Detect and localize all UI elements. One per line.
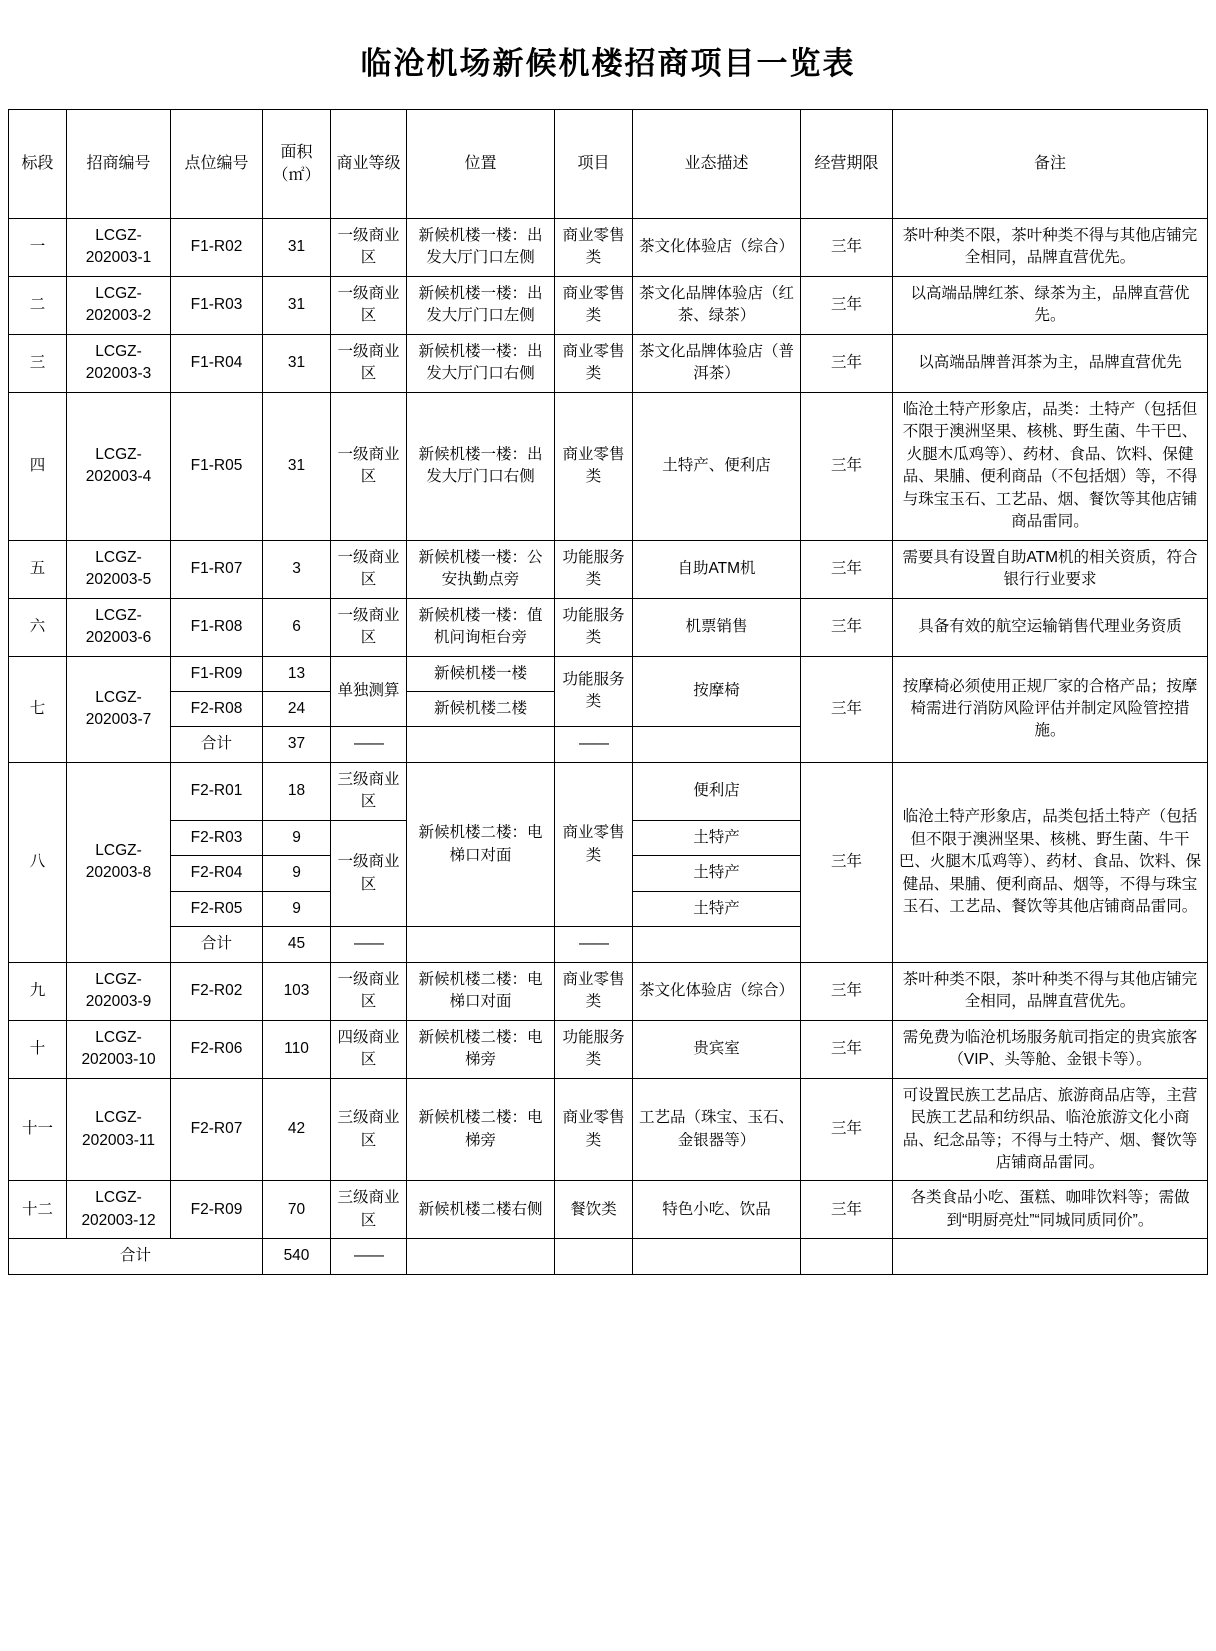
cell-area: 9 [263, 856, 331, 891]
cell-description: 土特产 [633, 820, 801, 855]
cell-description: 土特产 [633, 891, 801, 926]
cell-location: 新候机楼一楼：值机问询柜台旁 [407, 598, 555, 656]
column-header-bid: 标段 [9, 110, 67, 219]
cell-total-description-empty [633, 1239, 801, 1274]
cell-bid: 一 [9, 219, 67, 277]
cell-grade: 一级商业区 [331, 540, 407, 598]
cell-bid: 六 [9, 598, 67, 656]
cell-project: 商业零售类 [555, 219, 633, 277]
cell-grade: 一级商业区 [331, 219, 407, 277]
cell-total-label: 合计 [9, 1239, 263, 1274]
page-content [0, 38, 1216, 1275]
cell-description: 茶文化品牌体验店（普洱茶） [633, 334, 801, 392]
cell-project: 功能服务类 [555, 540, 633, 598]
cell-grade: 一级商业区 [331, 392, 407, 540]
cell-point: F1-R02 [171, 219, 263, 277]
cell-location: 新候机楼二楼右侧 [407, 1181, 555, 1239]
cell-remark: 以高端品牌普洱茶为主，品牌直营优先 [893, 334, 1208, 392]
cell-location: 新候机楼二楼 [407, 691, 555, 726]
cell-number: LCGZ-202003-12 [67, 1181, 171, 1239]
cell-area: 6 [263, 598, 331, 656]
cell-project: 餐饮类 [555, 1181, 633, 1239]
cell-point: F2-R09 [171, 1181, 263, 1239]
cell-area: 31 [263, 219, 331, 277]
cell-description: 便利店 [633, 762, 801, 820]
cell-description: 茶文化体验店（综合） [633, 962, 801, 1020]
cell-area: 70 [263, 1181, 331, 1239]
cell-project: 功能服务类 [555, 598, 633, 656]
cell-project: 商业零售类 [555, 762, 633, 926]
investment-projects-table [8, 109, 1208, 1275]
cell-description: 茶文化品牌体验店（红茶、绿茶） [633, 276, 801, 334]
cell-area: 9 [263, 820, 331, 855]
table-row [9, 392, 1208, 540]
cell-location: 新候机楼一楼：出发大厅门口左侧 [407, 219, 555, 277]
cell-location: 新候机楼二楼：电梯旁 [407, 1078, 555, 1181]
cell-point: F2-R06 [171, 1020, 263, 1078]
cell-point: F2-R08 [171, 691, 263, 726]
cell-point: F1-R03 [171, 276, 263, 334]
cell-description: 机票销售 [633, 598, 801, 656]
document-page [0, 38, 1216, 1275]
cell-term: 三年 [801, 656, 893, 762]
cell-point: F1-R04 [171, 334, 263, 392]
table-total-row [9, 1239, 1208, 1274]
cell-grade: 一级商业区 [331, 598, 407, 656]
cell-area: 24 [263, 691, 331, 726]
cell-location: 新候机楼一楼：公安执勤点旁 [407, 540, 555, 598]
cell-number: LCGZ-202003-10 [67, 1020, 171, 1078]
cell-area: 31 [263, 392, 331, 540]
cell-number: LCGZ-202003-2 [67, 276, 171, 334]
cell-grade: 一级商业区 [331, 334, 407, 392]
column-header-point: 点位编号 [171, 110, 263, 219]
cell-description: 土特产 [633, 856, 801, 891]
cell-grade: 三级商业区 [331, 1181, 407, 1239]
cell-bid: 二 [9, 276, 67, 334]
cell-point: F2-R07 [171, 1078, 263, 1181]
cell-grade: 三级商业区 [331, 1078, 407, 1181]
cell-number: LCGZ-202003-7 [67, 656, 171, 762]
column-header-area: 面积（㎡） [263, 110, 331, 219]
cell-project: 商业零售类 [555, 276, 633, 334]
table-row [9, 962, 1208, 1020]
table-row [9, 276, 1208, 334]
cell-remark: 具备有效的航空运输销售代理业务资质 [893, 598, 1208, 656]
cell-term: 三年 [801, 1078, 893, 1181]
cell-bid: 十一 [9, 1078, 67, 1181]
cell-description: 茶文化体验店（综合） [633, 219, 801, 277]
cell-point: F2-R05 [171, 891, 263, 926]
cell-number: LCGZ-202003-4 [67, 392, 171, 540]
cell-remark: 以高端品牌红茶、绿茶为主，品牌直营优先。 [893, 276, 1208, 334]
cell-area: 13 [263, 656, 331, 691]
cell-location: 新候机楼一楼：出发大厅门口左侧 [407, 276, 555, 334]
cell-total-term-empty [801, 1239, 893, 1274]
cell-grade: 一级商业区 [331, 820, 407, 926]
table-row [9, 598, 1208, 656]
cell-bid: 七 [9, 656, 67, 762]
table-row [9, 540, 1208, 598]
cell-remark: 临沧土特产形象店，品类包括土特产（包括但不限于澳洲坚果、核桃、野生菌、牛干巴、火腿木瓜鸡等）、药材、食品、饮料、保健品、果脯、便利商品、烟等，不得与珠宝玉石、工艺品、餐饮等其他店铺商品雷同。 [893, 762, 1208, 962]
cell-project-dash: —— [555, 727, 633, 762]
table-row [9, 334, 1208, 392]
cell-grade-dash: —— [331, 927, 407, 962]
cell-bid: 十二 [9, 1181, 67, 1239]
cell-subtotal-area: 45 [263, 927, 331, 962]
cell-remark: 需免费为临沧机场服务航司指定的贵宾旅客（VIP、头等舱、金银卡等）。 [893, 1020, 1208, 1078]
cell-description-empty [633, 927, 801, 962]
column-header-number: 招商编号 [67, 110, 171, 219]
cell-number: LCGZ-202003-5 [67, 540, 171, 598]
cell-number: LCGZ-202003-9 [67, 962, 171, 1020]
cell-remark: 茶叶种类不限，茶叶种类不得与其他店铺完全相同，品牌直营优先。 [893, 219, 1208, 277]
cell-bid: 三 [9, 334, 67, 392]
cell-area: 31 [263, 276, 331, 334]
cell-term: 三年 [801, 276, 893, 334]
cell-location: 新候机楼一楼：出发大厅门口右侧 [407, 334, 555, 392]
cell-grade: 四级商业区 [331, 1020, 407, 1078]
cell-point: F1-R09 [171, 656, 263, 691]
cell-number: LCGZ-202003-6 [67, 598, 171, 656]
cell-remark: 临沧土特产形象店，品类：土特产（包括但不限于澳洲坚果、核桃、野生菌、牛干巴、火腿木瓜鸡等）、药材、食品、饮料、保健品、果脯、便利商品（不包括烟）等，不得与珠宝玉石、工艺品、烟、餐饮等其他店铺商品雷同。 [893, 392, 1208, 540]
cell-subtotal-area: 37 [263, 727, 331, 762]
cell-grade: 三级商业区 [331, 762, 407, 820]
column-header-remark: 备注 [893, 110, 1208, 219]
cell-point: F2-R01 [171, 762, 263, 820]
cell-location: 新候机楼二楼：电梯口对面 [407, 962, 555, 1020]
cell-location-empty [407, 727, 555, 762]
cell-area: 9 [263, 891, 331, 926]
cell-total-project-empty [555, 1239, 633, 1274]
cell-remark: 茶叶种类不限，茶叶种类不得与其他店铺完全相同，品牌直营优先。 [893, 962, 1208, 1020]
page-title: 临沧机场新候机楼招商项目一览表 [360, 46, 856, 81]
cell-area: 42 [263, 1078, 331, 1181]
cell-project: 商业零售类 [555, 334, 633, 392]
cell-bid: 八 [9, 762, 67, 962]
cell-description-empty [633, 727, 801, 762]
cell-project: 功能服务类 [555, 1020, 633, 1078]
cell-subtotal-label: 合计 [171, 927, 263, 962]
cell-number: LCGZ-202003-3 [67, 334, 171, 392]
cell-bid: 十 [9, 1020, 67, 1078]
cell-term: 三年 [801, 540, 893, 598]
cell-subtotal-label: 合计 [171, 727, 263, 762]
cell-term: 三年 [801, 392, 893, 540]
cell-point: F2-R03 [171, 820, 263, 855]
cell-term: 三年 [801, 598, 893, 656]
cell-total-remark-empty [893, 1239, 1208, 1274]
cell-area: 3 [263, 540, 331, 598]
cell-total-location-empty [407, 1239, 555, 1274]
cell-location: 新候机楼二楼：电梯口对面 [407, 762, 555, 926]
cell-number: LCGZ-202003-11 [67, 1078, 171, 1181]
table-row [9, 219, 1208, 277]
table-row [9, 762, 1208, 820]
table-row [9, 1078, 1208, 1181]
cell-remark: 按摩椅必须使用正规厂家的合格产品；按摩椅需进行消防风险评估并制定风险管控措施。 [893, 656, 1208, 762]
column-header-grade: 商业等级 [331, 110, 407, 219]
cell-project: 商业零售类 [555, 1078, 633, 1181]
cell-remark: 各类食品小吃、蛋糕、咖啡饮料等；需做到“明厨亮灶”“同城同质同价”。 [893, 1181, 1208, 1239]
cell-description: 贵宾室 [633, 1020, 801, 1078]
table-header-row [9, 110, 1208, 219]
cell-point: F1-R08 [171, 598, 263, 656]
cell-grade: 一级商业区 [331, 276, 407, 334]
cell-bid: 四 [9, 392, 67, 540]
cell-term: 三年 [801, 219, 893, 277]
cell-project: 商业零售类 [555, 962, 633, 1020]
cell-project: 功能服务类 [555, 656, 633, 727]
cell-bid: 五 [9, 540, 67, 598]
table-header [9, 110, 1208, 219]
cell-point: F2-R04 [171, 856, 263, 891]
table-row [9, 1181, 1208, 1239]
cell-number: LCGZ-202003-1 [67, 219, 171, 277]
cell-point: F2-R02 [171, 962, 263, 1020]
cell-total-grade-dash: —— [331, 1239, 407, 1274]
table-body [9, 219, 1208, 1275]
cell-area: 110 [263, 1020, 331, 1078]
cell-remark: 需要具有设置自助ATM机的相关资质，符合银行行业要求 [893, 540, 1208, 598]
cell-description: 土特产、便利店 [633, 392, 801, 540]
cell-term: 三年 [801, 1181, 893, 1239]
cell-point: F1-R05 [171, 392, 263, 540]
cell-area: 31 [263, 334, 331, 392]
cell-bid: 九 [9, 962, 67, 1020]
cell-remark: 可设置民族工艺品店、旅游商品店等，主营民族工艺品和纺织品、临沧旅游文化小商品、纪念品等；不得与土特产、烟、餐饮等店铺商品雷同。 [893, 1078, 1208, 1181]
cell-location: 新候机楼二楼：电梯旁 [407, 1020, 555, 1078]
column-header-project: 项目 [555, 110, 633, 219]
cell-grade: 一级商业区 [331, 962, 407, 1020]
cell-location-empty [407, 927, 555, 962]
table-row [9, 1020, 1208, 1078]
cell-term: 三年 [801, 962, 893, 1020]
table-row [9, 656, 1208, 691]
cell-number: LCGZ-202003-8 [67, 762, 171, 962]
column-header-term: 经营期限 [801, 110, 893, 219]
cell-project-dash: —— [555, 927, 633, 962]
cell-term: 三年 [801, 334, 893, 392]
cell-total-area: 540 [263, 1239, 331, 1274]
cell-grade: 单独测算 [331, 656, 407, 727]
column-header-description: 业态描述 [633, 110, 801, 219]
cell-point: F1-R07 [171, 540, 263, 598]
cell-location: 新候机楼一楼 [407, 656, 555, 691]
cell-area: 18 [263, 762, 331, 820]
cell-term: 三年 [801, 762, 893, 962]
cell-description: 特色小吃、饮品 [633, 1181, 801, 1239]
cell-location: 新候机楼一楼：出发大厅门口右侧 [407, 392, 555, 540]
cell-description: 工艺品（珠宝、玉石、金银器等） [633, 1078, 801, 1181]
cell-term: 三年 [801, 1020, 893, 1078]
column-header-location: 位置 [407, 110, 555, 219]
cell-grade-dash: —— [331, 727, 407, 762]
cell-description: 自助ATM机 [633, 540, 801, 598]
cell-description: 按摩椅 [633, 656, 801, 727]
cell-project: 商业零售类 [555, 392, 633, 540]
cell-area: 103 [263, 962, 331, 1020]
